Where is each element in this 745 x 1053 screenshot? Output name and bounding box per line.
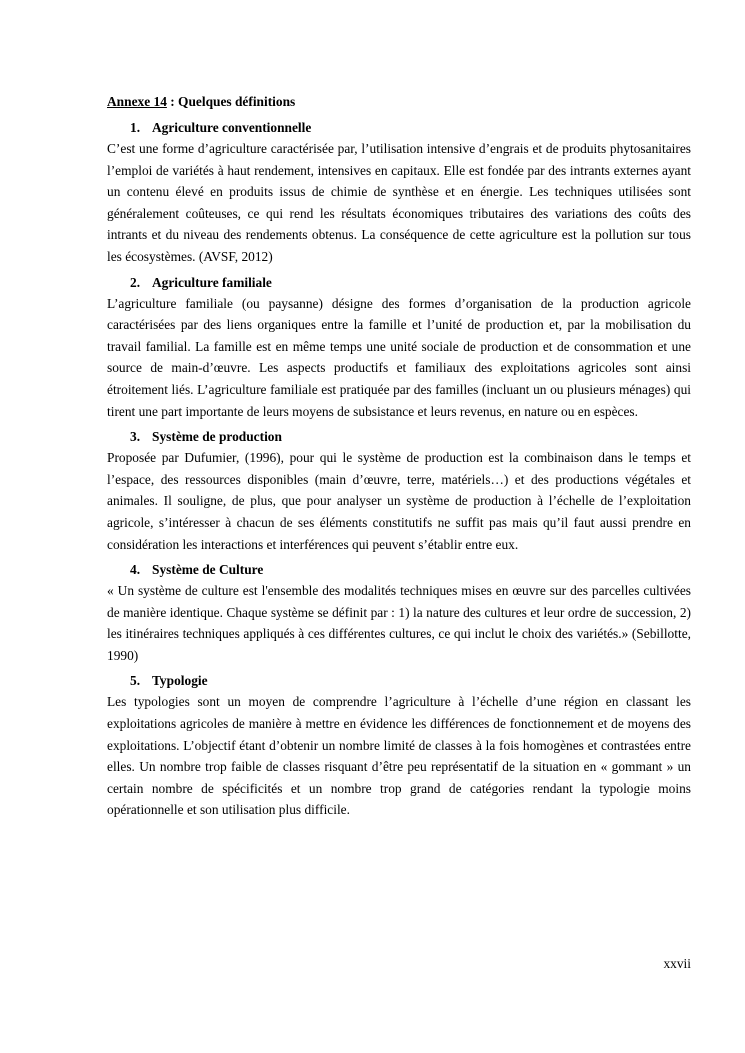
- section-number: 3.: [130, 429, 141, 445]
- section-number: 2.: [130, 274, 141, 290]
- section-title-text: Système de production: [152, 429, 282, 445]
- section-body: L’agriculture familiale (ou paysanne) désigne des formes d’organisation de la production agricole caractérisées par des liens organiques entre la famille et l’unité de production et, par la mobilisation du travail familial. La famille est en même temps une unité sociale de production et de consommation et une source de main-d’œuvre. Les aspects productifs et familiaux des exploitations agricoles sont ainsi étroitement liés. L’agriculture familiale est pratiquée par des familles (incluant un ou plusieurs ménages) qui tirent une part importante de leurs moyens de subsistance et leurs revenus, en nature ou en espèces.: [107, 295, 691, 419]
- annex-title: Quelques définitions: [178, 94, 296, 109]
- section-title: [107, 670, 691, 691]
- annex-label: Annexe 14: [107, 94, 167, 109]
- section-agriculture-familiale: [107, 272, 691, 423]
- section-number: 5.: [130, 673, 141, 689]
- section-body: C’est une forme d’agriculture caractérisée par, l’utilisation intensive d’engrais et de produits phytosanitaires l’emploi de variétés à haut rendement, intensives en capitaux. Elle est fondée par des intrants externes ayant un contenu élevé en produits issus de chimie de synthèse et en énergie. Les techniques utilisées sont généralement coûteuses, ce qui rend les résultats économiques tributaires des variations des coûts des intrants et du niveau des rendements obtenus. La conséquence de cette agriculture est la pollution sur tous les écosystèmes. (AVSF, 2012): [107, 141, 691, 264]
- section-systeme-de-production: [107, 426, 691, 555]
- annex-heading: [107, 91, 691, 112]
- annex-separator: :: [166, 94, 179, 109]
- page-number: xxvii: [663, 956, 691, 971]
- section-body: « Un système de culture est l'ensemble des modalités techniques mises en œuvre sur des parcelles cultivées de manière identique. Chaque système se définit par : 1) la nature des cultures et leur ordre de succession, 2) les itinéraires techniques appliqués à ces différentes cultures, ce qui inclut le choix des variétés.» (Sebillotte, 1990): [107, 583, 691, 663]
- section-title-text: Agriculture familiale: [152, 274, 272, 290]
- section-agriculture-conventionnelle: [107, 117, 691, 268]
- section-title-text: Système de Culture: [152, 562, 264, 578]
- section-title: [107, 559, 691, 580]
- section-body: Les typologies sont un moyen de comprendre l’agriculture à l’échelle d’une région en classant les exploitations agricoles de manière à mettre en évidence les différences de fonctionnement et de moyens des exploitations. L’objectif étant d’obtenir un nombre limité de classes à la fois homogènes et contrastées entre elles. Un nombre trop faible de classes risquant d’être peu représentatif de la situation en « gommant » un certain nombre de spécificités et un nombre trop grand de catégories rendant la typologie moins opérationnelle et son utilisation plus difficile.: [107, 694, 691, 818]
- section-title: [107, 426, 691, 447]
- section-number: 1.: [130, 120, 141, 135]
- section-number: 4.: [130, 562, 141, 578]
- document-page: [107, 91, 691, 825]
- section-title: [107, 117, 691, 138]
- section-systeme-de-culture: [107, 559, 691, 666]
- section-typologie: [107, 670, 691, 821]
- section-title-text: Typologie: [152, 673, 208, 689]
- section-title: [107, 272, 691, 293]
- section-body: Proposée par Dufumier, (1996), pour qui le système de production est la combinaison dans le temps et l’espace, des ressources disponibles (main d’œuvre, terre, matériels…) et des productions végétales et animales. Il souligne, de plus, que pour analyser un système de production à l’échelle de l’exploitation agricole, s’intéresser à chacun de ses éléments constitutifs ne suffit pas mais qu’il faut aussi prendre en considération les interactions et interférences qui peuvent s’établir entre eux.: [107, 450, 691, 552]
- section-title-text: Agriculture conventionnelle: [152, 120, 312, 135]
